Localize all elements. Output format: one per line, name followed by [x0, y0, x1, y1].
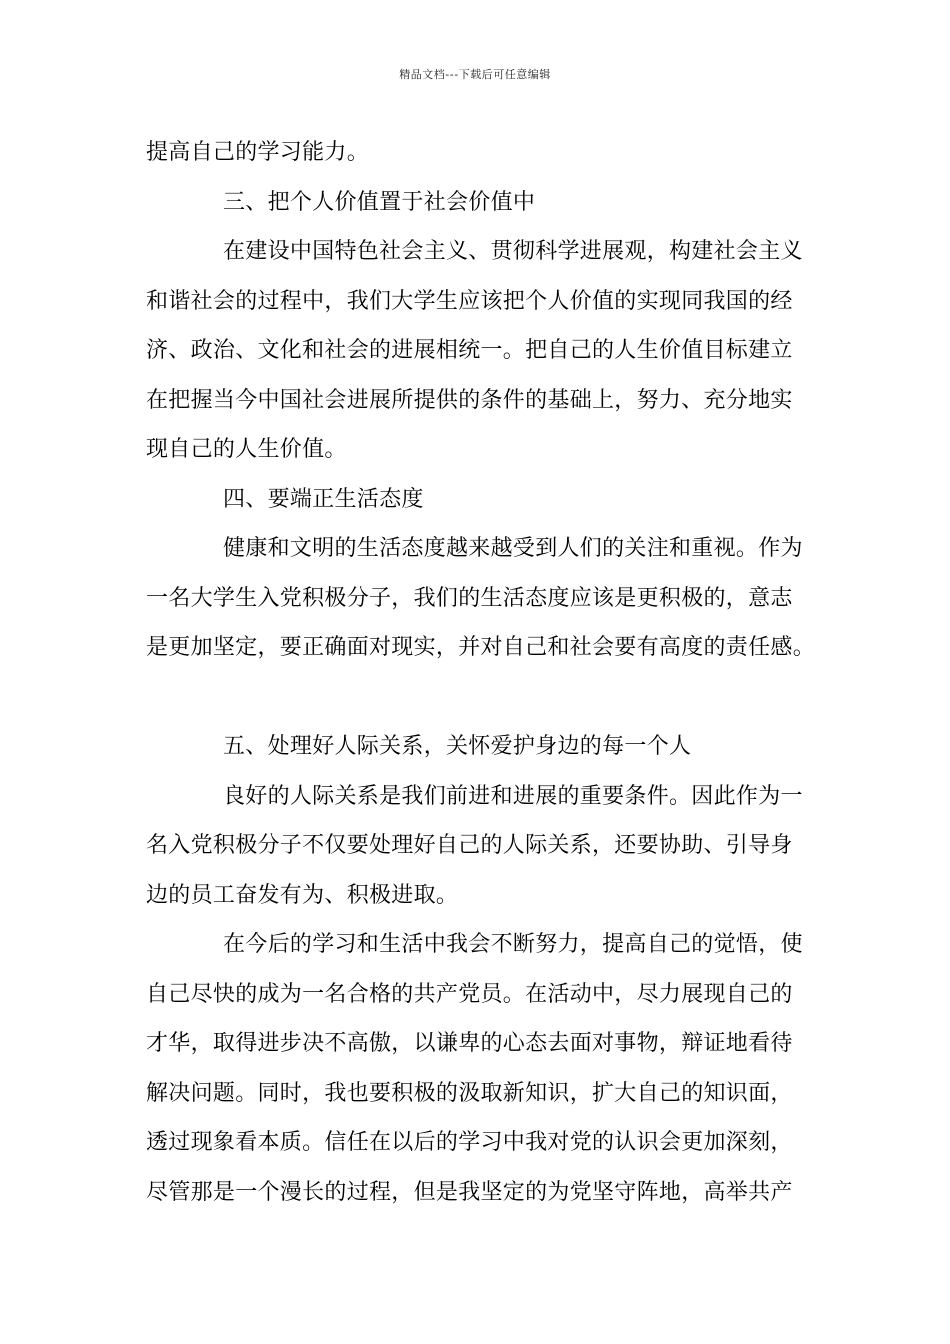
text-line: 解决问题。同时，我也要积极的汲取新知识，扩大自己的知识面，: [146, 1080, 793, 1106]
text-line: 在把握当今中国社会进展所提供的条件的基础上，努力、充分地实: [146, 387, 793, 413]
text-line: 和谐社会的过程中，我们大学生应该把个人价值的实现同我国的经: [146, 288, 793, 314]
text-line: 现自己的人生价值。: [146, 437, 347, 462]
section-heading: 五、处理好人际关系，关怀爱护身边的每一个人: [223, 734, 692, 759]
text-line: 透过现象看本质。信任在以后的学习中我对党的认识会更加深刻，: [146, 1130, 793, 1155]
section-heading: 四、要端正生活态度: [223, 486, 424, 512]
text-line: 健康和文明的生活态度越来越受到人们的关注和重视。作为: [223, 536, 803, 561]
text-line: 提高自己的学习能力。: [146, 140, 370, 165]
text-line: 是更加坚定，要正确面对现实，并对自己和社会要有高度的责任感。: [146, 635, 816, 660]
text-line: 一名大学生入党积极分子，我们的生活态度应该是更积极的，意志: [146, 585, 793, 611]
text-line: 良好的人际关系是我们前进和进展的重要条件。因此作为一: [223, 783, 803, 809]
text-line: 边的员工奋发有为、积极进取。: [146, 882, 459, 908]
text-line: 才华，取得进步决不高傲，以谦卑的心态去面对事物，辩证地看待: [146, 1031, 793, 1056]
page-header: 精品文档---下载后可任意编辑: [399, 68, 551, 81]
text-line: 名入党积极分子不仅要处理好自己的人际关系，还要协助、引导身: [146, 833, 793, 858]
blank-line: [146, 673, 822, 723]
section-heading: 三、把个人价值置于社会价值中: [223, 189, 536, 215]
text-line: 济、政治、文化和社会的进展相统一。把自己的人生价值目标建立: [146, 338, 793, 363]
document-body: [146, 128, 822, 1217]
text-line: 尽管那是一个漫长的过程，但是我坚定的为党坚守阵地，高举共产: [146, 1179, 793, 1205]
text-line: 自己尽快的成为一名合格的共产党员。在活动中，尽力展现自己的: [146, 981, 793, 1007]
text-line: 在建设中国特色社会主义、贯彻科学进展观，构建社会主义: [223, 239, 803, 264]
text-line: 在今后的学习和生活中我会不断努力，提高自己的觉悟，使: [223, 932, 803, 957]
